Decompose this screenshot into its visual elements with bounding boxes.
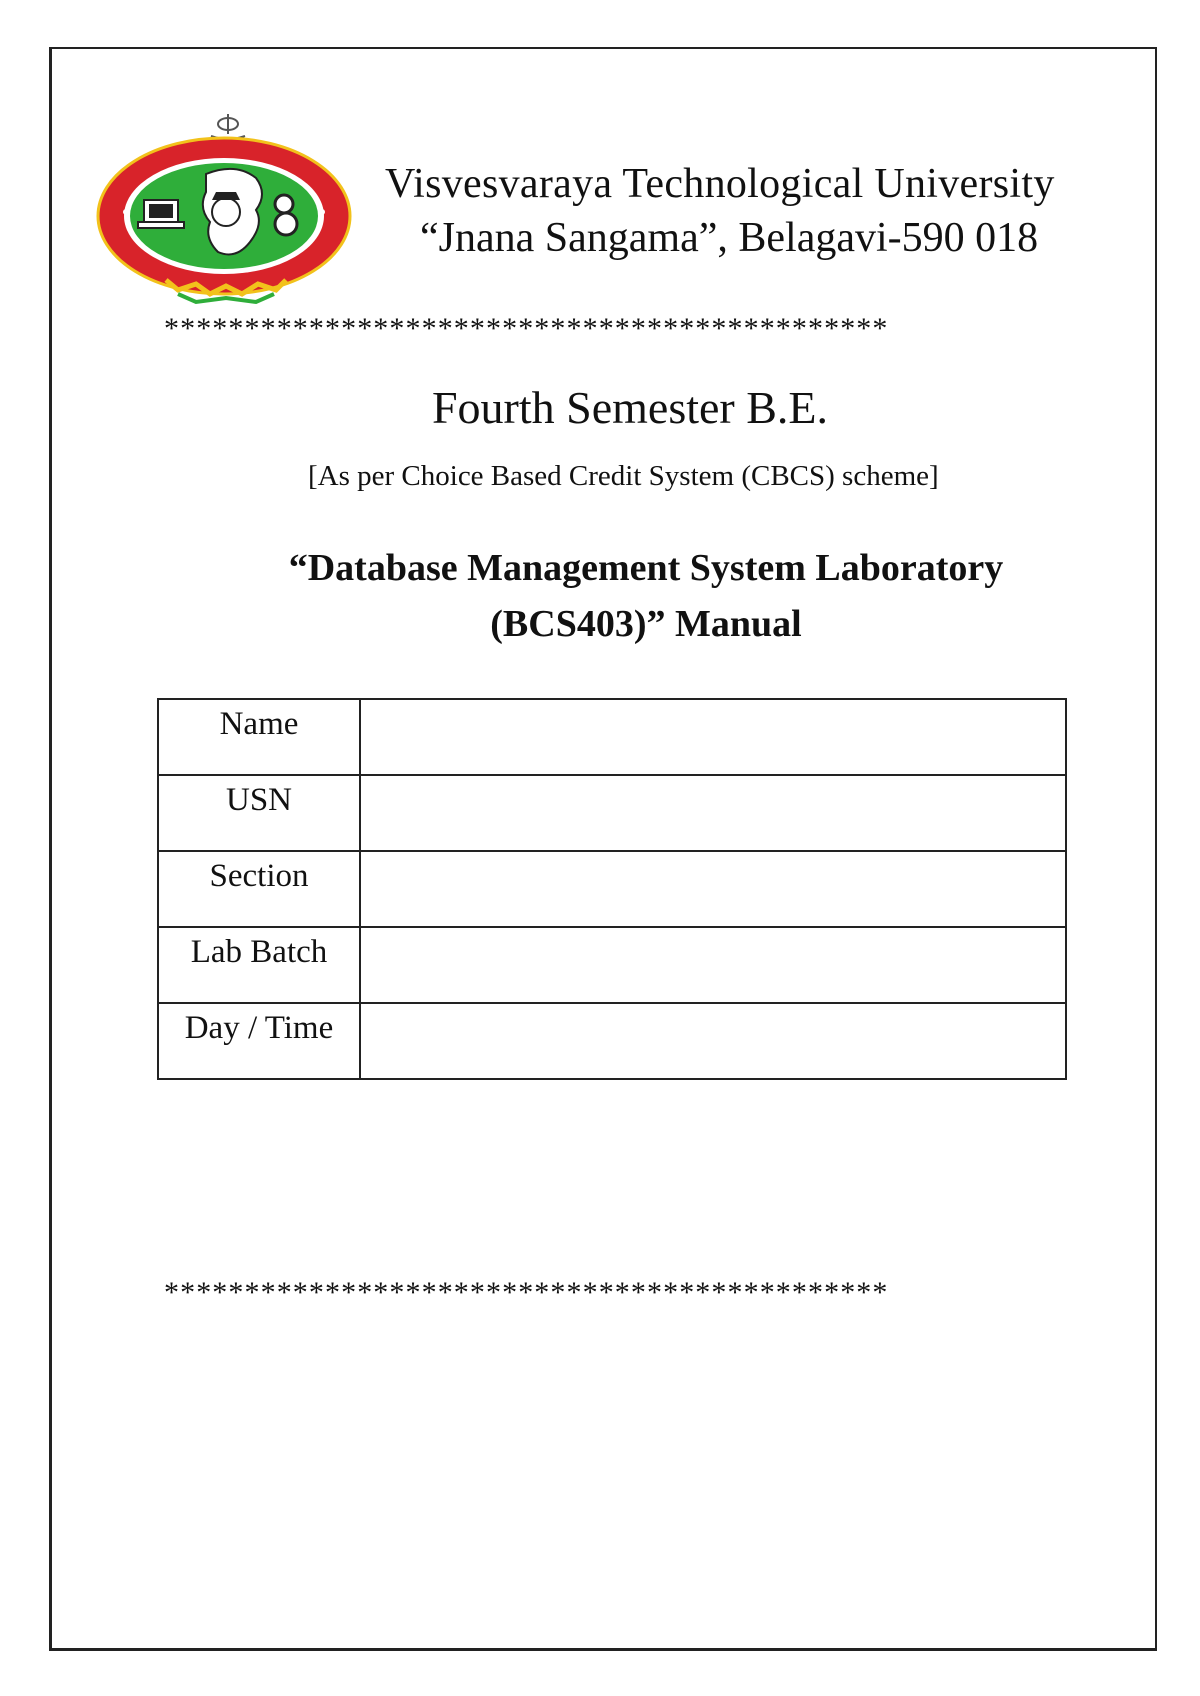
lab-batch-field[interactable] [360, 927, 1066, 1003]
lamp-emblem [211, 114, 245, 139]
manual-title-line2: (BCS403)” Manual [490, 603, 802, 645]
usn-field[interactable] [360, 775, 1066, 851]
table-row [158, 851, 1066, 927]
manual-title [266, 540, 1026, 652]
scheme-subheading: [As per Choice Based Credit System (CBCS) scheme] [308, 460, 939, 492]
vtu-logo-icon [86, 112, 366, 312]
university-name: Visvesvaraya Technological University [385, 161, 1055, 207]
section-field[interactable] [360, 851, 1066, 927]
separator-top: ********************************************* [164, 312, 889, 345]
section-label: Section [158, 851, 360, 927]
usn-label: USN [158, 775, 360, 851]
table-row [158, 927, 1066, 1003]
day-time-field[interactable] [360, 1003, 1066, 1079]
table-row [158, 1003, 1066, 1079]
semester-heading: Fourth Semester B.E. [431, 382, 829, 433]
table-row [158, 699, 1066, 775]
manual-title-line1: “Database Management System Laboratory [288, 547, 1004, 589]
table-row [158, 775, 1066, 851]
lab-batch-label: Lab Batch [158, 927, 360, 1003]
name-label: Name [158, 699, 360, 775]
separator-bottom: ********************************************* [164, 1276, 889, 1309]
name-field[interactable] [360, 699, 1066, 775]
university-address: “Jnana Sangama”, Belagavi-590 018 [420, 215, 1039, 261]
day-time-label: Day / Time [158, 1003, 360, 1079]
student-info-table [157, 698, 1067, 1080]
